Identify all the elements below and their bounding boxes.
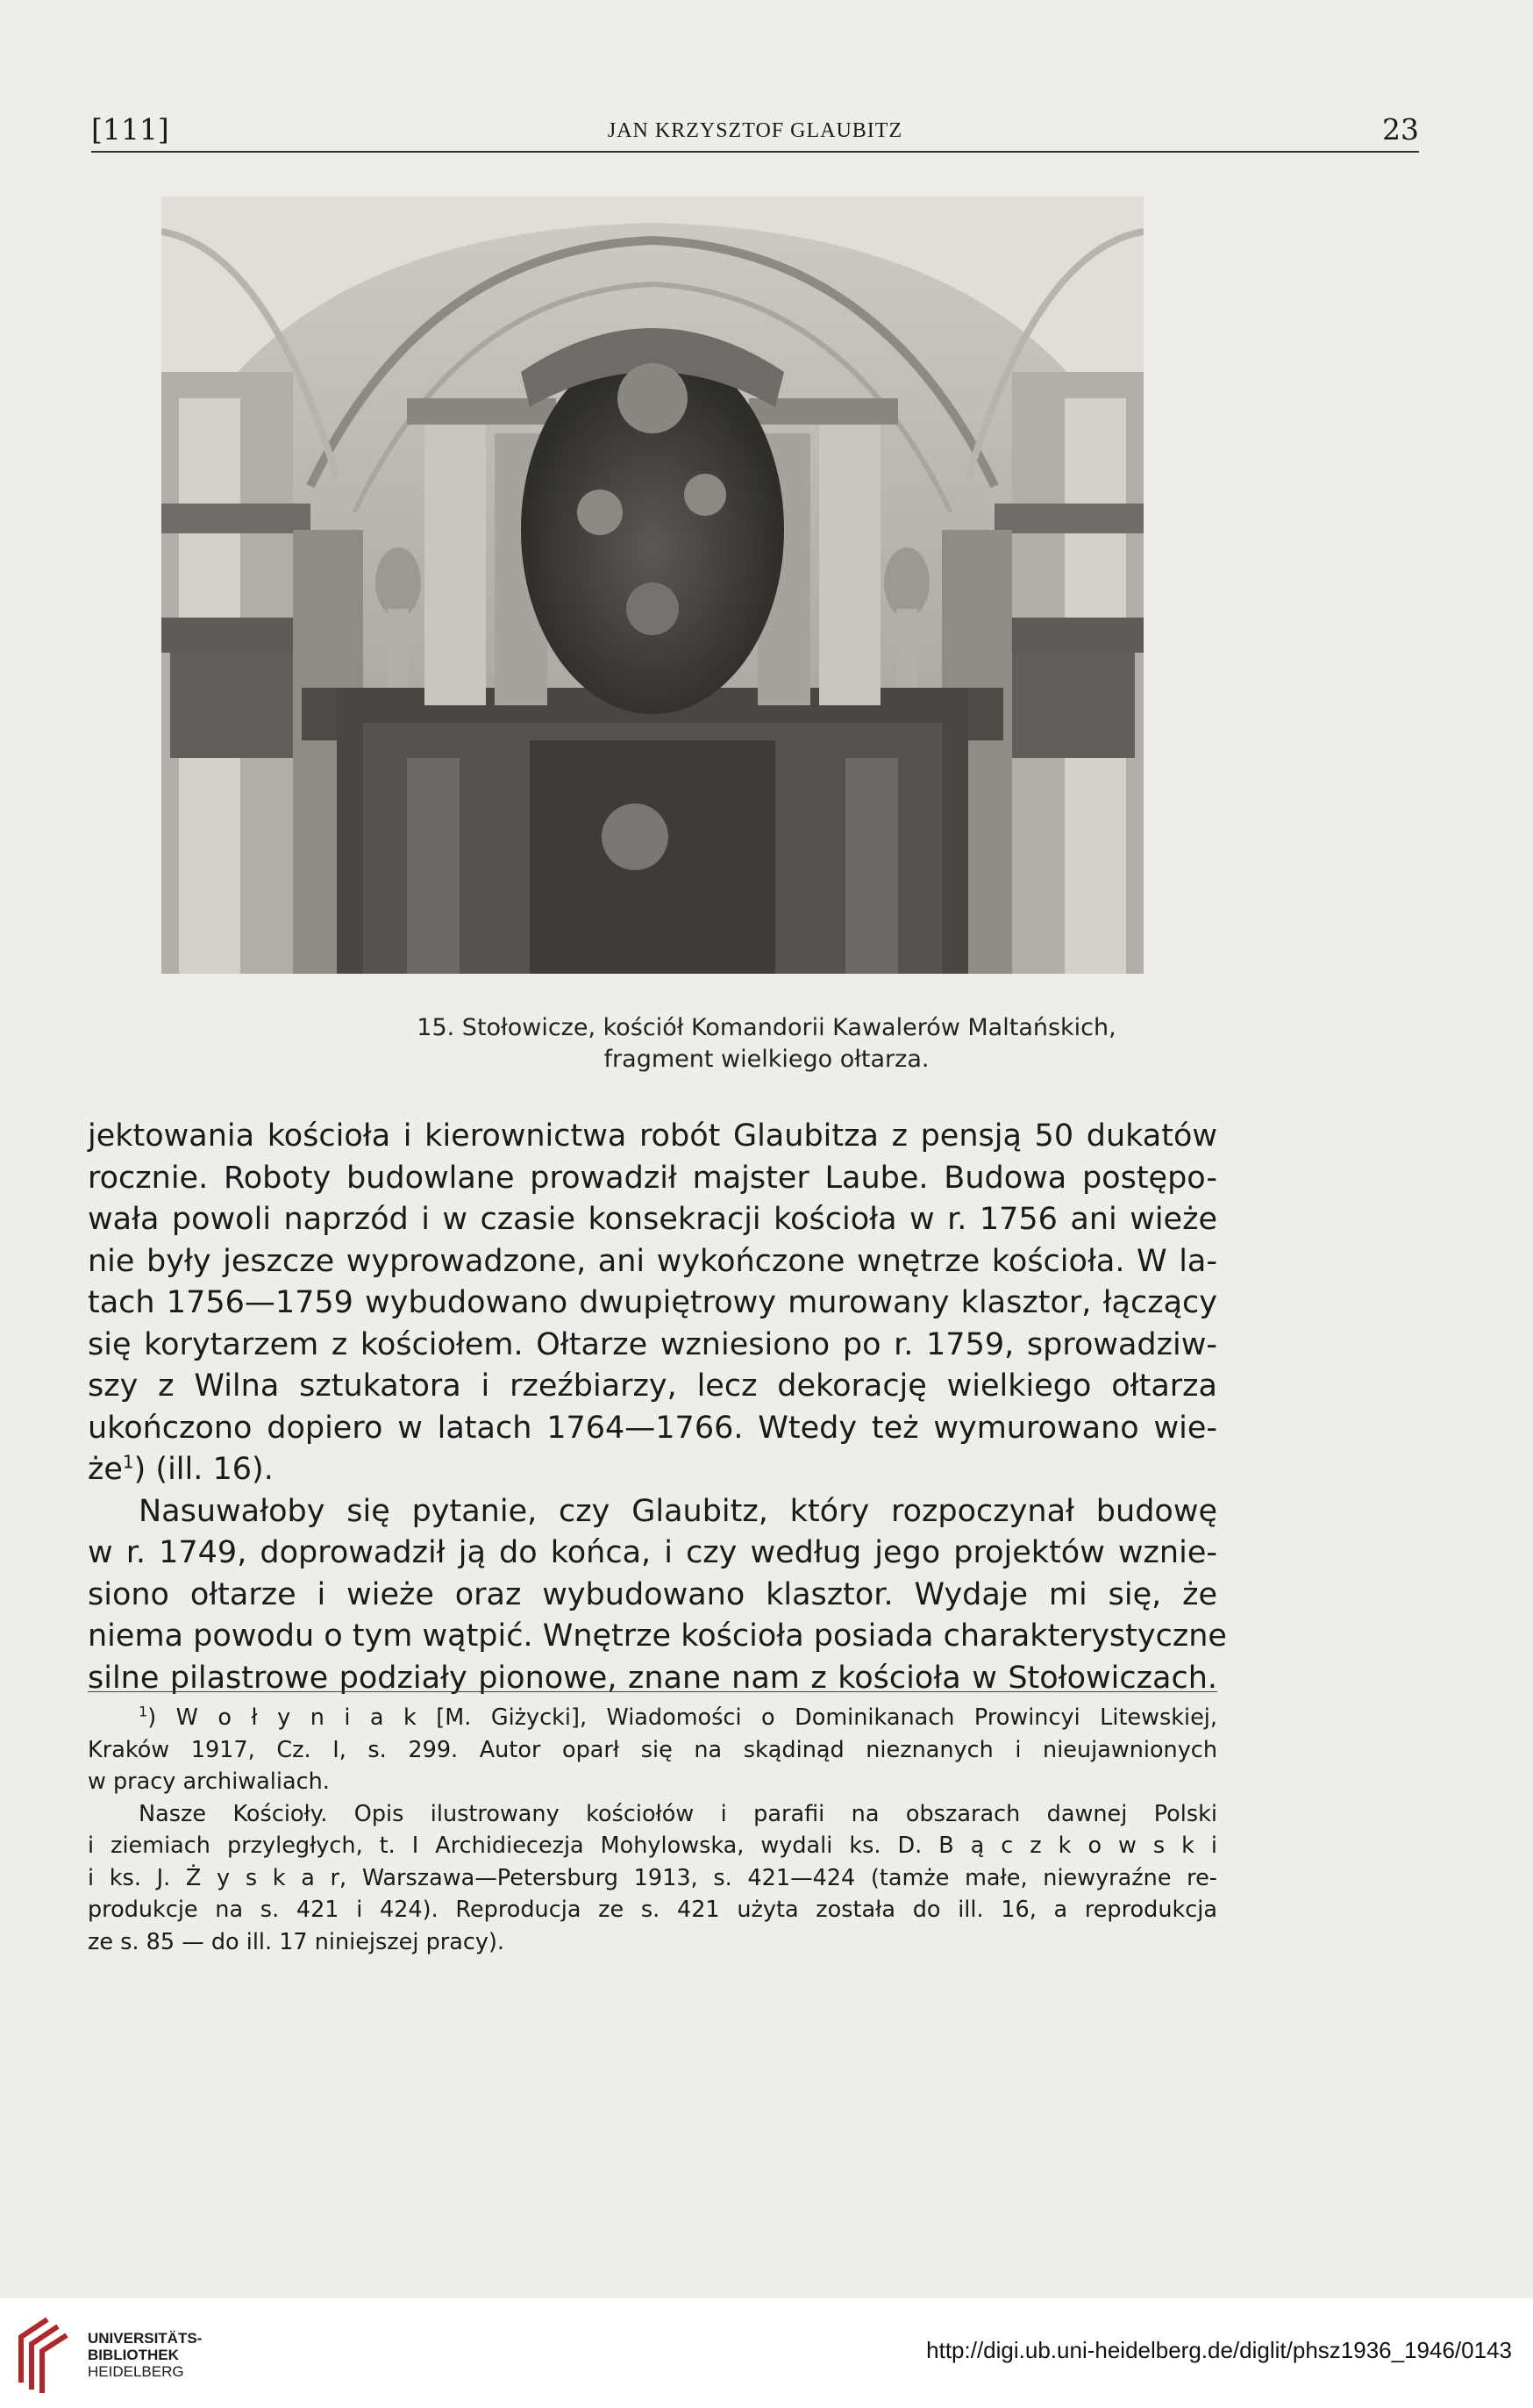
footnote-line bbox=[88, 1702, 1217, 1734]
text-line: siono ołtarze i wieże oraz wybudowano klasztor. Wydaje mi się, że bbox=[88, 1576, 1217, 1612]
text-fragment: ) (ill. 16). bbox=[133, 1452, 274, 1487]
altar-photograph bbox=[161, 196, 1144, 974]
text-line: rocznie. Roboty budowlane prowadził majster Laube. Budowa postępo- bbox=[88, 1160, 1217, 1196]
text-line: się korytarzem z kościołem. Ołtarze wzniesiono po r. 1759, sprowadziw- bbox=[88, 1326, 1217, 1362]
permalink-url[interactable]: http://digi.ub.uni-heidelberg.de/diglit/phsz1936_1946/0143 bbox=[926, 2337, 1512, 2363]
text-line: ukończono dopiero w latach 1764—1766. Wtedy też wymurowano wie- bbox=[88, 1410, 1217, 1446]
text-line: silne pilastrowe podziały pionowe, znane nam z kościoła w Stołowiczach. bbox=[88, 1660, 1217, 1696]
footnote-divider bbox=[88, 1691, 1217, 1692]
page-number: 23 bbox=[1382, 112, 1419, 146]
footnote-line: i ks. J. Ż y s k a r, Warszawa—Petersburg 1913, s. 421—424 (tamże małe, niewyraźne re- bbox=[88, 1864, 1217, 1891]
footnote-line: produkcje na s. 421 i 424). Reproducja ze s. 421 użyta została do ill. 16, a reprodukcja bbox=[88, 1897, 1217, 1923]
text-line: jektowania kościoła i kierownictwa robót Glaubitza z pensją 50 dukatów bbox=[88, 1118, 1217, 1154]
caption-line: 15. Stołowicze, kościół Komandorii Kawalerów Maltańskich, bbox=[417, 1014, 1116, 1041]
library-name-line: UNIVERSITÄTS- bbox=[88, 2330, 203, 2347]
text-line: tach 1756—1759 wybudowano dwupiętrowy murowany klasztor, łączący bbox=[88, 1285, 1217, 1320]
library-name bbox=[88, 2330, 202, 2380]
footnote-line: ze s. 85 — do ill. 17 niniejszej pracy). bbox=[88, 1928, 505, 1955]
text-line: Nasuwałoby się pytanie, czy Glaubitz, który rozpoczynał budowę bbox=[139, 1493, 1217, 1529]
text-fragment: że bbox=[88, 1452, 123, 1487]
text-line: wała powoli naprzód i w czasie konsekracji kościoła w r. 1756 ani wieże bbox=[88, 1202, 1217, 1237]
text-line bbox=[88, 1449, 1217, 1491]
footnote-line: w pracy archiwaliach. bbox=[88, 1768, 330, 1795]
page-reference: [111] bbox=[91, 112, 169, 146]
running-header bbox=[91, 112, 1419, 153]
text-line: szy z Wilna sztukatora i rzeźbiarzy, lecz dekorację wielkiego ołtarza bbox=[88, 1368, 1217, 1404]
university-library-logo-icon bbox=[12, 2314, 70, 2393]
library-footer bbox=[0, 2298, 1533, 2408]
footnotes bbox=[88, 1702, 1217, 1958]
footnote-text: ) W o ł y n i a k [M. Giżycki], Wiadomości o Dominikanach Prowincyi Litewskiej, bbox=[147, 1704, 1217, 1731]
footnote-line: i ziemiach przyległych, t. I Archidiecezja Mohylowska, wydali ks. D. B ą c z k o w s k i bbox=[88, 1833, 1217, 1859]
footnote-reference: 1 bbox=[122, 1451, 134, 1473]
figure-caption bbox=[175, 1012, 1358, 1075]
library-name-line: HEIDELBERG bbox=[88, 2363, 184, 2380]
library-name-line: BIBLIOTHEK bbox=[88, 2347, 179, 2363]
running-title: JAN KRZYSZTOF GLAUBITZ bbox=[607, 119, 903, 142]
text-line: niema powodu o tym wątpić. Wnętrze kościoła posiada charakterystyczne bbox=[88, 1618, 1227, 1654]
footnote-line: Kraków 1917, Cz. I, s. 299. Autor oparł się na skądinąd nieznanych i nieujawnionych bbox=[88, 1736, 1217, 1763]
caption-line: fragment wielkiego ołtarza. bbox=[603, 1046, 930, 1073]
body-text bbox=[88, 1116, 1227, 1699]
footnote-line: Nasze Kościoły. Opis ilustrowany kościołów i parafii na obszarach dawnej Polski bbox=[139, 1800, 1217, 1827]
footnote-marker: 1 bbox=[139, 1703, 148, 1720]
text-line: w r. 1749, doprowadził ją do końca, i czy według jego projektów wznie- bbox=[88, 1535, 1217, 1570]
text-line: nie były jeszcze wyprowadzone, ani wykończone wnętrze kościoła. W la- bbox=[88, 1243, 1217, 1279]
